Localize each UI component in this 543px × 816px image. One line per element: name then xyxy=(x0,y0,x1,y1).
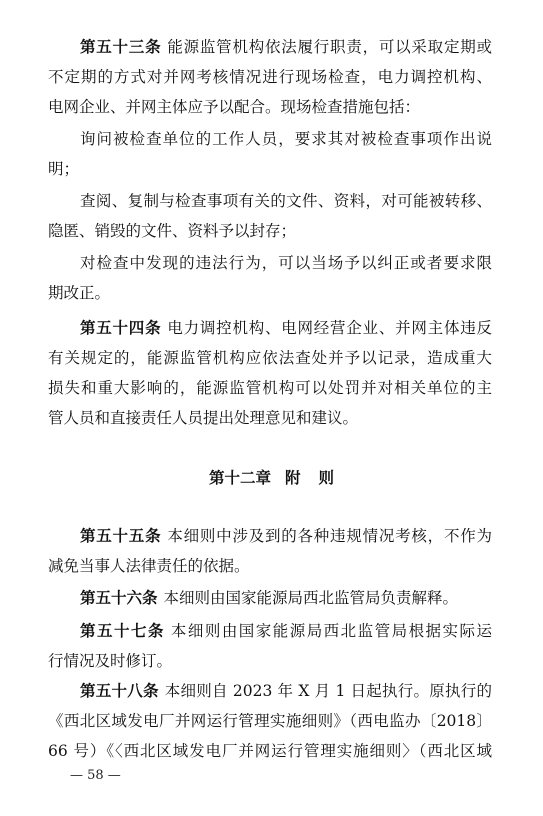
article-text: 电力调控机构、电网经营企业、并网主体违反 xyxy=(167,319,492,337)
article-text: 有关规定的，能源监管机构应依法查处并予以记录，造成重大 xyxy=(48,349,492,367)
article-text: 隐匿、销毁的文件、资料予以封存； xyxy=(48,222,297,240)
article-text: 本细则由国家能源局西北监管局根据实际运 xyxy=(170,622,492,640)
article-text: 期改正。 xyxy=(48,284,111,302)
article-text: 《西北区域发电厂并网运行管理实施细则》（西电监办〔2018〕 xyxy=(48,712,492,730)
chapter-title-char: 附 xyxy=(284,469,301,487)
page-number: — 58 — xyxy=(70,768,121,783)
article-56 xyxy=(48,583,492,613)
article-title: 第五十四条 xyxy=(80,319,162,337)
article-58 xyxy=(48,676,492,766)
article-text: 66 号）《〈西北区域发电厂并网运行管理实施细则〉（西北区域 xyxy=(48,742,492,760)
article-text: 本细则由国家能源局西北监管局负责解释。 xyxy=(163,589,459,607)
article-text: 管人员和直接责任人员提出处理意见和建议。 xyxy=(48,409,359,427)
chapter-number: 第十二章 xyxy=(208,469,271,487)
article-title: 第五十三条 xyxy=(80,38,162,56)
article-text: 对检查中发现的违法行为，可以当场予以纠正或者要求限 xyxy=(80,254,492,272)
article-text: 询问被检查单位的工作人员，要求其对被检查事项作出说 xyxy=(80,130,492,148)
chapter-title-char: 则 xyxy=(318,469,335,487)
chapter-heading xyxy=(0,463,543,493)
article-text: 明； xyxy=(48,160,80,178)
article-text: 电网企业、并网主体应予以配合。现场检查措施包括： xyxy=(48,98,421,116)
article-title: 第五十七条 xyxy=(80,622,165,640)
article-text: 减免当事人法律责任的依据。 xyxy=(48,557,250,575)
article-title: 第五十八条 xyxy=(80,682,159,700)
article-text: 本细则中涉及到的各种违规情况考核，不作为 xyxy=(167,527,492,545)
article-text: 本细则自 2023 年 X 月 1 日起执行。原执行的 xyxy=(164,682,492,700)
article-text: 损失和重大影响的，能源监管机构可以处罚并对相关单位的主 xyxy=(48,379,492,397)
article-title: 第五十五条 xyxy=(80,527,162,545)
article-54 xyxy=(48,313,492,433)
article-title: 第五十六条 xyxy=(80,589,158,607)
article-53 xyxy=(48,32,492,308)
article-55 xyxy=(48,521,492,581)
article-text: 能源监管机构依法履行职责，可以采取定期或 xyxy=(167,38,492,56)
article-text: 行情况及时修订。 xyxy=(48,652,173,670)
article-57 xyxy=(48,616,492,676)
article-text: 不定期的方式对并网考核情况进行现场检查，电力调控机构、 xyxy=(48,68,492,86)
article-text: 查阅、复制与检查事项有关的文件、资料，对可能被转移、 xyxy=(80,192,492,210)
